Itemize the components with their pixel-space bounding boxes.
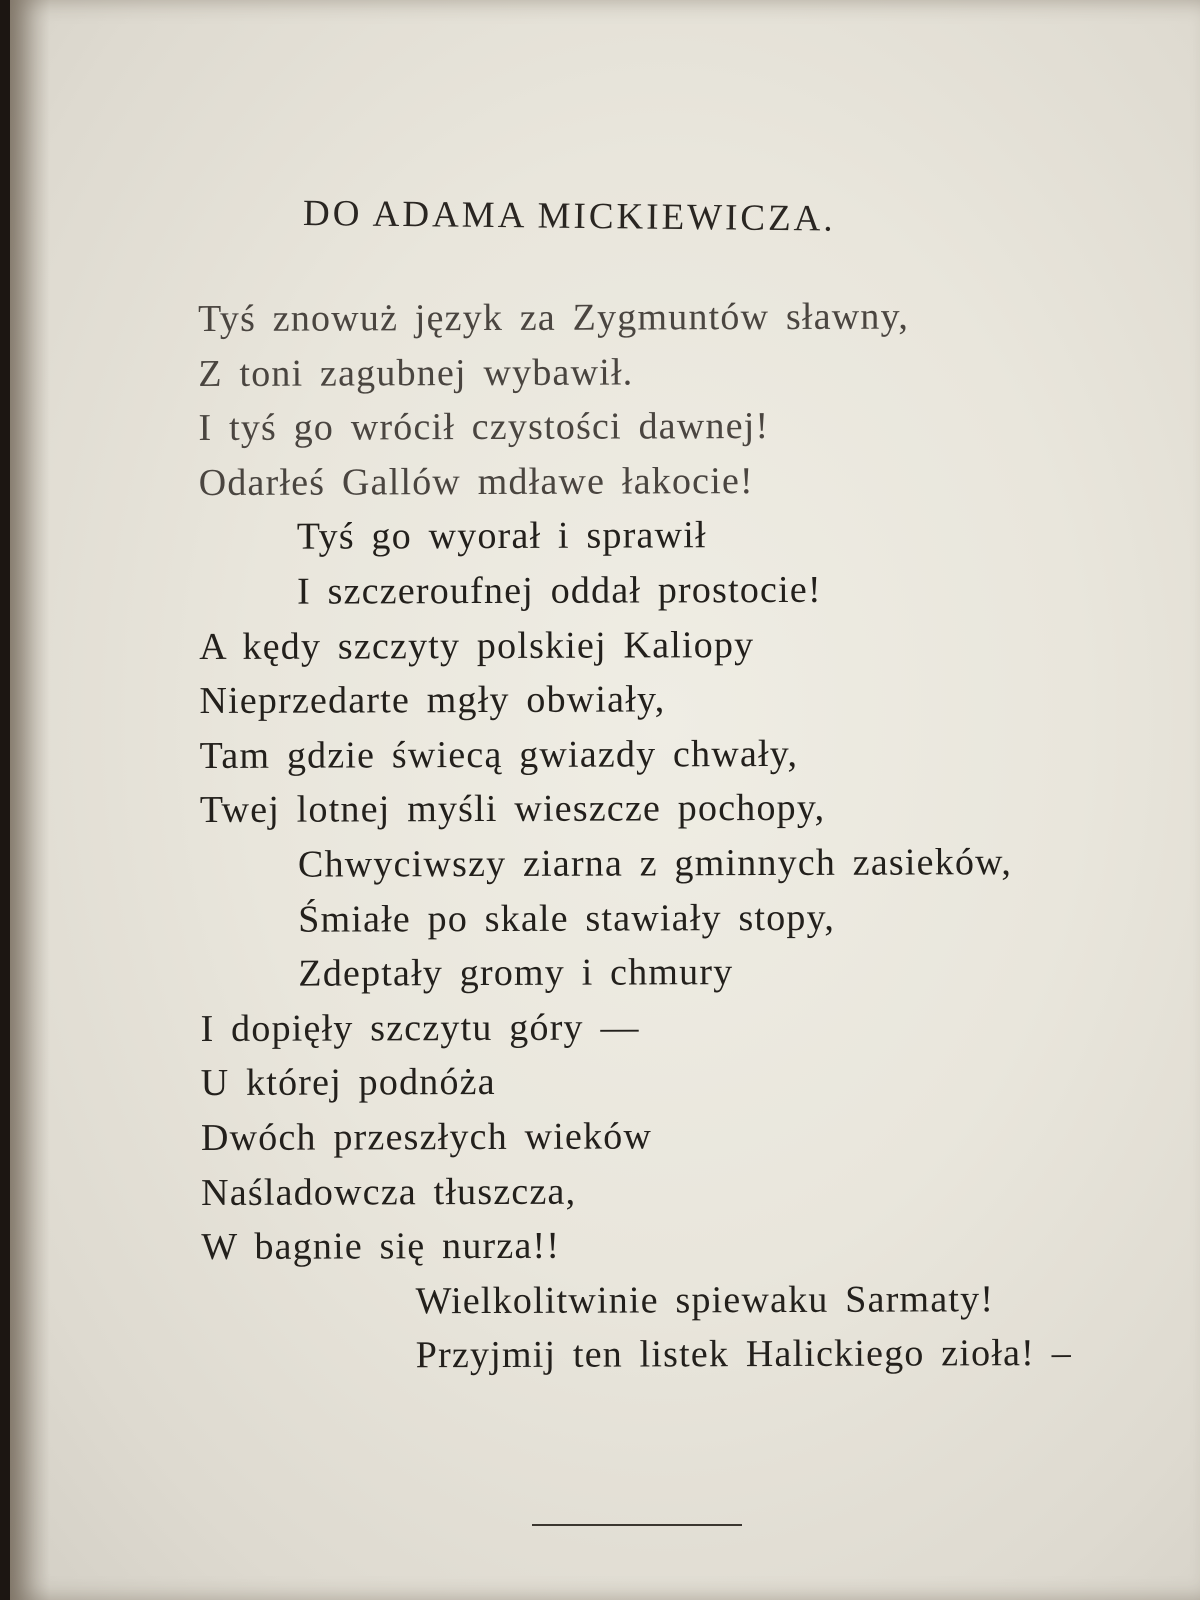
- poem-line: Z toni zagubnej wybawił.: [198, 351, 634, 395]
- poem-line: Tam gdzie świecą gwiazdy chwały,: [199, 732, 799, 777]
- gutter-shadow: [10, 0, 50, 1600]
- poem-line: Twej lotnej myśli wieszcze pochopy,: [199, 787, 826, 832]
- end-rule: [532, 1524, 742, 1526]
- poem-line: Nieprzedarte mgły obwiały,: [199, 678, 666, 723]
- poem-line: Naśladowcza tłuszcza,: [201, 1170, 577, 1214]
- poem-line: U której podnóża: [200, 1061, 496, 1105]
- poem-line: I dopięły szczytu góry —: [200, 1006, 640, 1050]
- poem-line: Śmiałe po skale stawiały stopy,: [298, 896, 836, 941]
- poem-line: Zdeptały gromy i chmury: [298, 951, 734, 995]
- poem-line: A kędy szczyty polskiej Kaliopy: [199, 623, 755, 668]
- poem-line: Tyś znowuż język za Zygmuntów sławny,: [198, 295, 910, 340]
- poem-line: I szczeroufnej oddał prostocie!: [296, 568, 822, 613]
- poem-body: [198, 289, 1162, 1384]
- poem-line: Tyś go wyorał i sprawił: [296, 514, 707, 559]
- poem-line: Wielkolitwinie spiewaku Sarmaty!: [415, 1277, 995, 1322]
- poem-line: I tyś go wrócił czystości dawnej!: [198, 405, 770, 450]
- poem-line: Odarłeś Gallów mdławe łakocie!: [198, 459, 754, 504]
- poem-line: W bagnie się nurza!!: [201, 1224, 561, 1269]
- book-page: [10, 0, 1200, 1600]
- poem-line: Dwóch przeszłych wieków: [200, 1115, 653, 1159]
- poem-line: Chwyciwszy ziarna z gminnych zasieków,: [297, 841, 1013, 886]
- poem-title: DO ADAMA MICKIEWICZA.: [302, 193, 836, 240]
- poem-line: Przyjmij ten listek Halickiego zioła! –: [415, 1332, 1072, 1377]
